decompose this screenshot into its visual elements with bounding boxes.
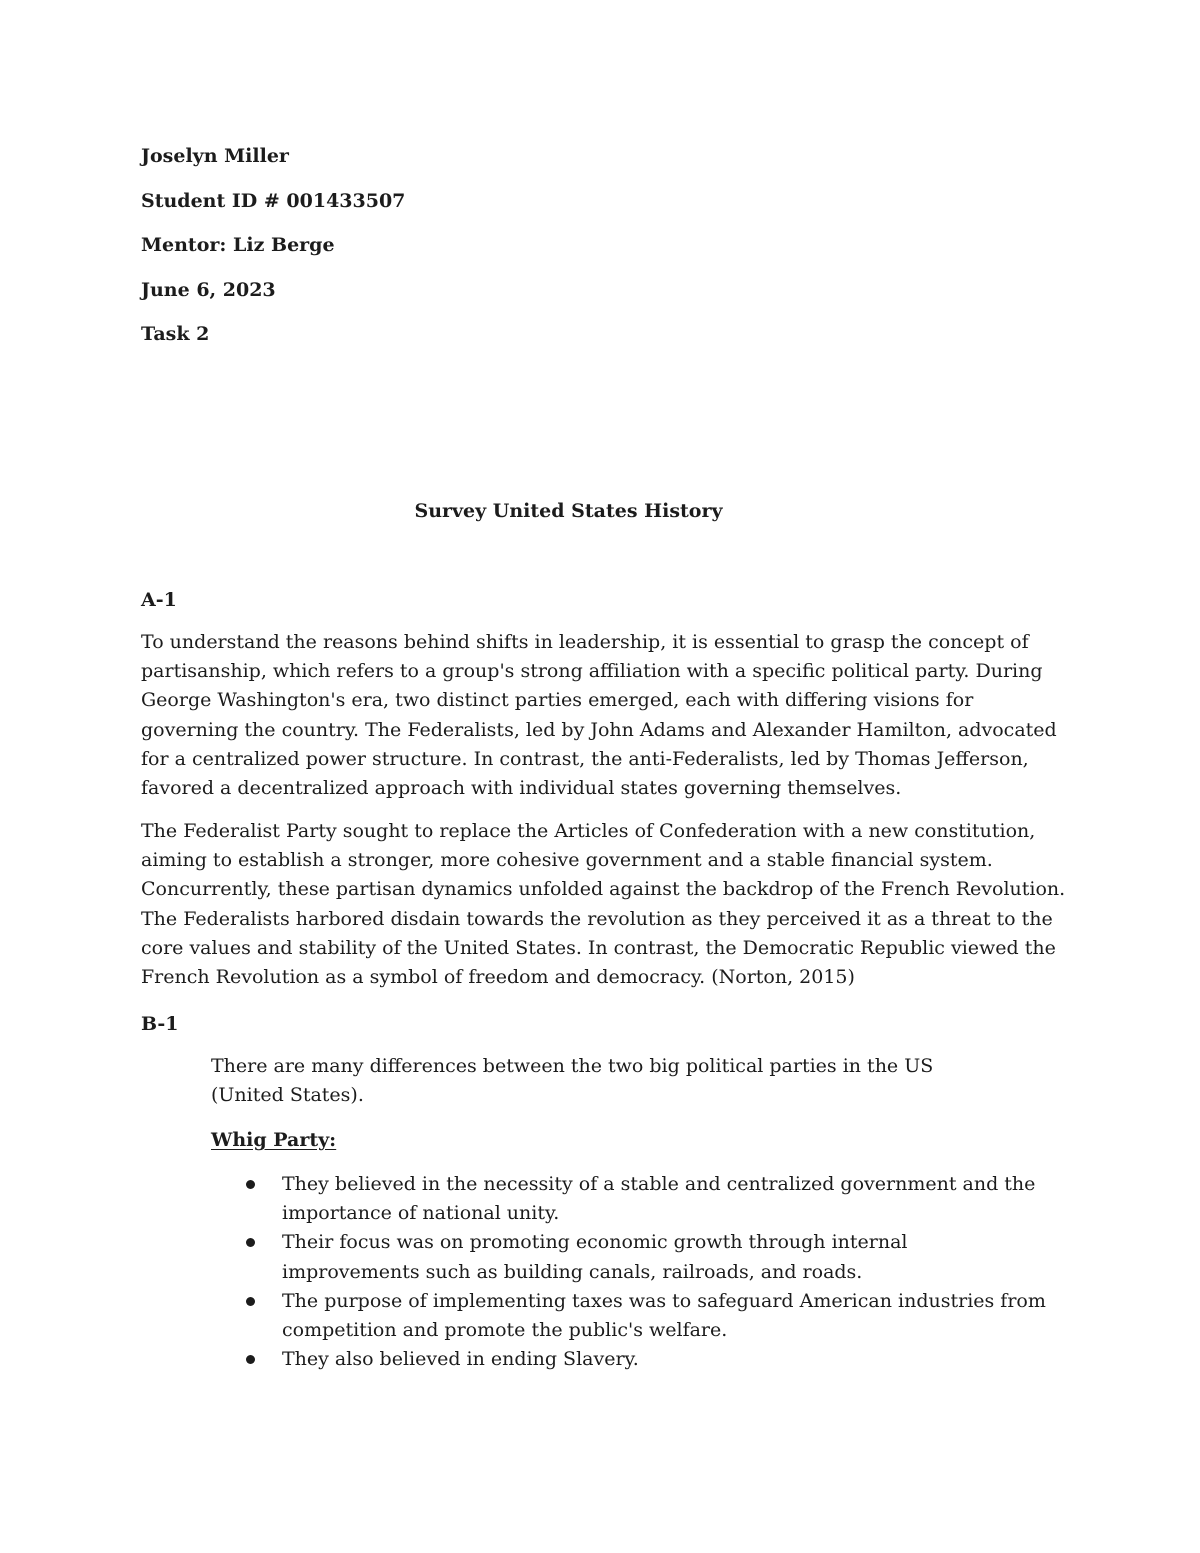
list-item-text: They also believed in ending Slavery. [282, 1348, 639, 1371]
list-item-text: The purpose of implementing taxes was to safeguard American industries from competition and promote the public's welfare. [282, 1289, 1046, 1342]
bullet-icon [246, 1180, 255, 1189]
section-label-a1: A-1 [141, 589, 177, 611]
whig-party-heading: Whig Party: [211, 1129, 337, 1151]
bullet-icon [246, 1297, 255, 1306]
bullet-icon [246, 1355, 255, 1364]
list-item [211, 1228, 1051, 1286]
section-label-b1: B-1 [141, 1013, 179, 1035]
list-item-text: They believed in the necessity of a stable and centralized government and the importance of national unity. [282, 1173, 1036, 1225]
a1-paragraph-1: To understand the reasons behind shifts in leadership, it is essential to grasp the concept of partisanship, which refers to a group's strong affiliation with a specific political party. During George Washington's era, two distinct parties emerged, each with differing visions for governing the country. The Federalists, led by John Adams and Alexander Hamilton, advocated for a centralized power structure. In contrast, the anti-Federalists, led by Thomas Jefferson, favored a decentralized approach with individual states governing themselves. [141, 631, 1057, 800]
list-item [211, 1287, 1051, 1345]
document-title: Survey United States History [414, 500, 723, 522]
whig-party-list [211, 1170, 1051, 1374]
b1-intro: There are many differences between the two big political parties in the US (United States). [211, 1055, 934, 1106]
student-id: Student ID # 001433507 [141, 190, 406, 212]
list-item-text: Their focus was on promoting economic growth through internal improvements such as building canals, railroads, and roads. [282, 1231, 908, 1283]
list-item [211, 1170, 1051, 1228]
author-name: Joselyn Miller [141, 145, 289, 167]
list-item [211, 1345, 1051, 1374]
bullet-icon [246, 1238, 255, 1247]
a1-paragraph-2: The Federalist Party sought to replace the Articles of Confederation with a new constitution, aiming to establish a stronger, more cohesive government and a stable financial system. Concurrently, these partisan dynamics unfolded against the backdrop of the French Revolution. The Federalists harbored disdain towards the revolution as they perceived it as a threat to the core values and stability of the United States. In contrast, the Democratic Republic viewed the French Revolution as a symbol of freedom and democracy. (Norton, 2015) [141, 820, 1066, 989]
date-line: June 6, 2023 [141, 279, 276, 301]
task-line: Task 2 [141, 323, 210, 345]
mentor-line: Mentor: Liz Berge [141, 234, 335, 256]
